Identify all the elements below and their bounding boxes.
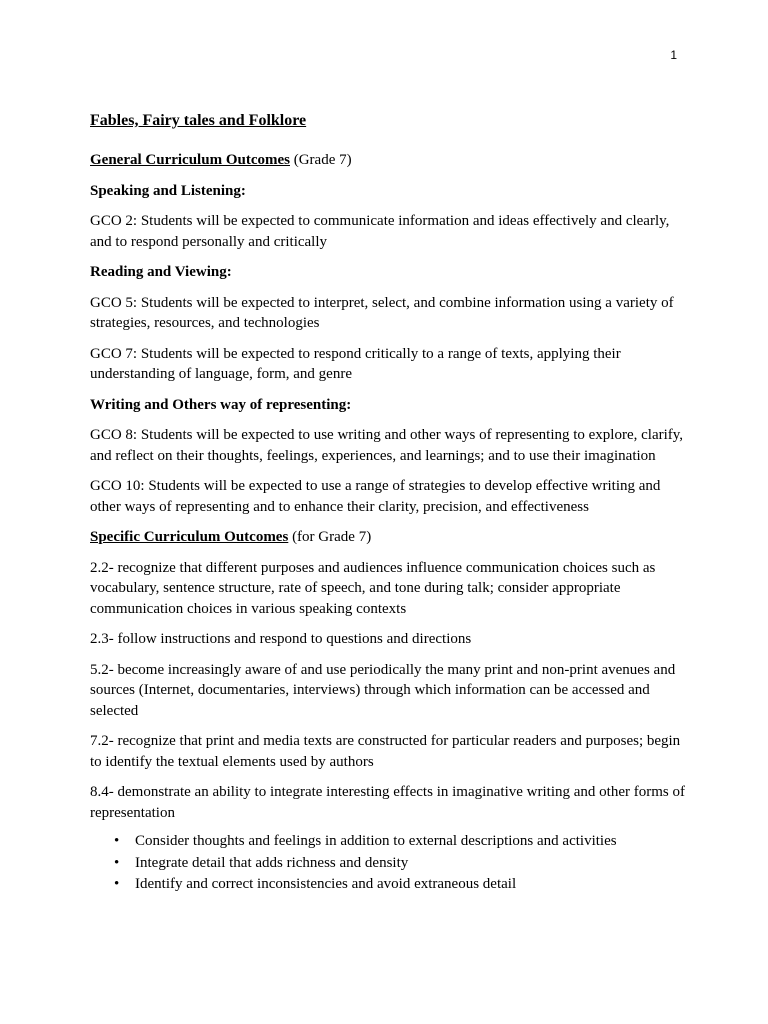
specific-outcomes-heading xyxy=(90,527,690,548)
general-outcomes-heading-text: General Curriculum Outcomes xyxy=(90,152,290,168)
sco-8-4-text: 8.4- demonstrate an ability to integrate interesting effects in imaginative writing and other forms of representation xyxy=(90,784,685,821)
section-heading-writing-representing: Writing and Others way of representing: xyxy=(90,396,352,413)
specific-outcomes-heading-text: Specific Curriculum Outcomes xyxy=(90,529,289,545)
gco-7-text: GCO 7: Students will be expected to respond critically to a range of texts, applying their understanding of language, form, and genre xyxy=(90,345,621,382)
specific-outcomes-grade: (for Grade 7) xyxy=(288,529,372,545)
bullet-icon: • xyxy=(114,854,120,871)
list-item xyxy=(114,853,690,875)
sco-2-2-text: 2.2- recognize that different purposes and audiences influence communication choices such as vocabulary, sentence structure, rate of speech, and tone during talk; consider appropriate communication choices in various speaking contexts xyxy=(90,559,656,617)
page-number: 1 xyxy=(670,48,677,62)
sco-8-4-bullet-list xyxy=(90,831,690,896)
gco-5-text: GCO 5: Students will be expected to interpret, select, and combine information using a variety of strategies, resources, and technologies xyxy=(90,294,674,331)
bullet-text: Identify and correct inconsistencies and avoid extraneous detail xyxy=(135,876,517,892)
gco-2-text: GCO 2: Students will be expected to communicate information and ideas effectively and clearly, and to respond personally and critically xyxy=(90,213,670,250)
list-item xyxy=(114,874,690,896)
sco-5-2-text: 5.2- become increasingly aware of and use periodically the many print and non-print avenues and sources (Internet, documentaries, interviews) through which information can be accessed and selected xyxy=(90,661,676,719)
sco-7-2-text: 7.2- recognize that print and media texts are constructed for particular readers and purposes; begin to identify the textual elements used by authors xyxy=(90,733,681,770)
bullet-icon: • xyxy=(114,876,120,892)
section-heading-reading-viewing: Reading and Viewing: xyxy=(90,264,232,280)
sco-2-3-text: 2.3- follow instructions and respond to questions and directions xyxy=(90,631,472,647)
document-body xyxy=(90,111,690,896)
general-outcomes-grade: (Grade 7) xyxy=(289,152,352,168)
bullet-text: Integrate detail that adds richness and density xyxy=(135,854,409,871)
list-item xyxy=(114,831,690,853)
bullet-text: Consider thoughts and feelings in addition to external descriptions and activities xyxy=(135,833,617,849)
general-outcomes-heading xyxy=(90,150,690,171)
gco-10-text: GCO 10: Students will be expected to use a range of strategies to develop effective writing and other ways of representing and to enhance their clarity, precision, and effectiveness xyxy=(90,478,661,515)
section-heading-speaking-listening: Speaking and Listening: xyxy=(90,182,246,199)
bullet-icon: • xyxy=(114,833,120,849)
document-title: Fables, Fairy tales and Folklore xyxy=(90,112,307,129)
gco-8-text: GCO 8: Students will be expected to use writing and other ways of representing to explore, clarify, and reflect on their thoughts, feelings, experiences, and learnings; and to use their imagination xyxy=(90,427,684,464)
